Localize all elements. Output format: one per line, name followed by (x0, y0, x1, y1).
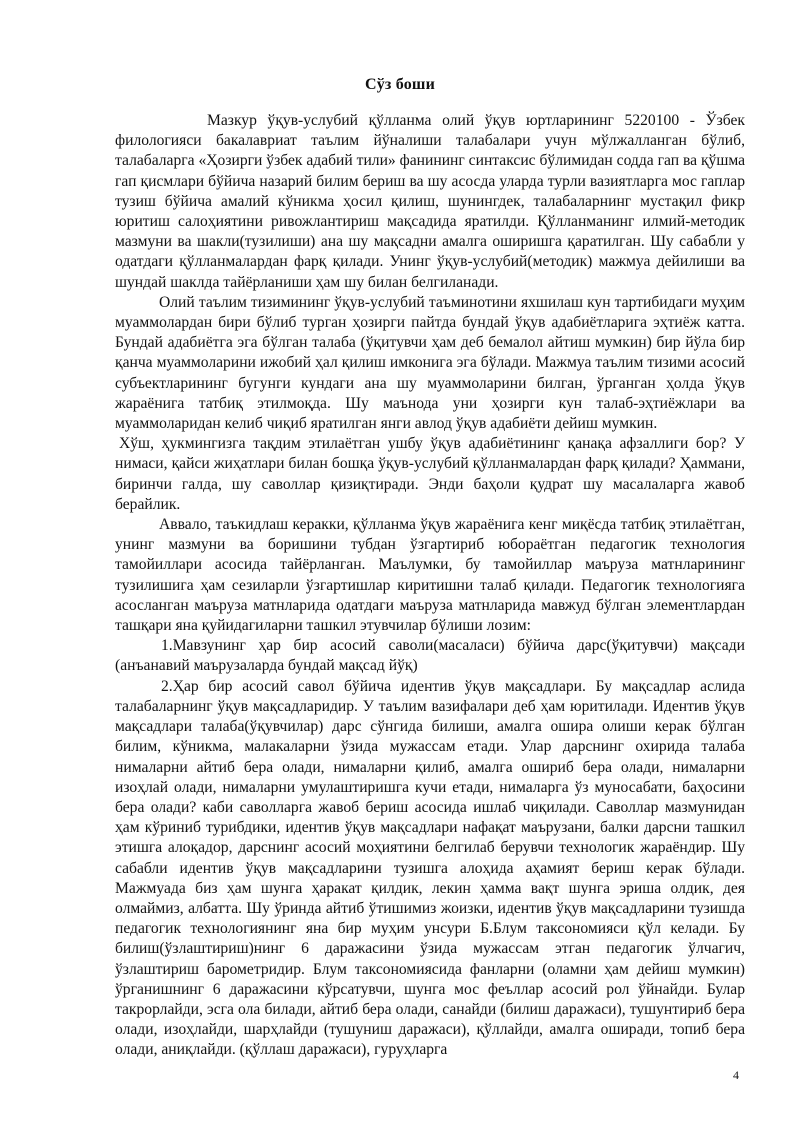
paragraph-question: Хўш, ҳукмингизга тақдим этилаётган ушбу ўқув адабиётининг қанақа афзаллиги бор? У нимаси, қайси жиҳатлари билан бошқа ўқув-услубий қўлланмалардан фарқ қилади? Ҳаммани, биринчи галда, шу саволлар қизиқтиради. Энди баҳоли қудрат шу масалаларга жавоб берайлик. (115, 435, 745, 513)
paragraph-technology: Аввало, таъкидлаш керакки, қўлланма ўқув жараёнига кенг миқёсда татбиқ этилаётган, унинг мазмуни ва боришини тубдан ўзгартириб юбораётган педагогик технология тамойиллари асосида тайёрланган. Маълумки, бу тамойиллар маъруза матнларининг тузилишига ҳам сезиларли ўзгартишлар киритишни талаб қилади. Педагогик технологияга асосланган маъруза матнларида одатдаги маъруза матнларида мавжуд бўлган элементлардан ташқари яна қуйидагиларни ташкил этувчилар бўлиши лозим: (115, 516, 745, 635)
paragraph-intro: Мазкур ўқув-услубий қўлланма олий ўқув юртларининг 5220100 - Ўзбек филологияси бакалавриат таълим йўналиши талабалари учун мўлжалланган бўлиб, талабаларга «Ҳозирги ўзбек адабий тили» фанининг синтаксис бўлимидан содда гап ва қўшма гап қисмлари бўйича назарий билим бериш ва шу асосда уларда турли вазиятларга мос гаплар тузиш бўйича амалий кўникма ҳосил қилиш, шунингдек, талабаларнинг мустақил фикр юритиш салоҳиятини ривожлантириш мақсадида яратилди. Қўлланманинг илмий-методик мазмуни ва шакли(тузилиши) ана шу мақсадни амалга оширишга қаратилган. Шу сабабли у одатдаги қўлланмалардан фарқ қилади. Унинг ўқув-услубий(методик) мажмуа дейилиши ва шундай шаклда тайёрланиши ҳам шу билан белгиланади. (115, 112, 746, 291)
list-item-2: 2.Ҳар бир асосий савол бўйича идентив ўқув мақсадлари. Бу мақсадлар аслида талабаларнинг ўқув мақсадларидир. У таълим вазифалари деб ҳам юритилади. Идентив ўқув мақсадлари талаба(ўқувчилар) дарс сўнгида билиши, амалга ошира олиши керак бўлган билим, кўникма, малакаларни ўзида мужассам етади. Улар дарснинг охирида талаба нималарни айтиб бера олади, нималарни қилиб, амалга ошириб бера олади, нималарни изоҳлай олади, нималарни умулаштиришга кучи етади, нималарга ўз муносабати, баҳосини бера олади? каби саволларга жавоб бериш асосида ишлаб чиқилади. Саволлар мазмунидан ҳам кўриниб турибдики, идентив ўқув мақсадлари нафақат маърузани, балки дарсни ташкил этишга алоқадор, дарснинг асосий моҳиятини белгилаб берувчи технологик жараёндир. Шу сабабли идентив ўқув мақсадларини тузишга алоҳида аҳамият бериш керак бўлади. Мажмуада биз ҳам шунга ҳаракат қилдик, лекин ҳамма вақт шунга эриша олдик, дея олмаймиз, албатта. Шу ўринда айтиб ўтишимиз жоизки, идентив ўқув мақсадларини тузишда педагогик технологиянинг яна бир муҳим унсури Б.Блум таксономияси қўл келади. Бу билиш(ўзлаштириш)нинг 6 даражасини ўзида мужассам этган педагогик ўлчагич, ўзлаштириш барометридир. Блум таксономиясида фанларни (оламни ҳам дейиш мумкин) ўрганишнинг 6 даражасини кўрсатувчи, шунга мос феъллар асосий рол ўйнайди. Булар такрорлайди, эсга ола билади, айтиб бера олади, санайди (билиш даражаси), тушунтириб бера олади, изоҳлайди, шарҳлайди (тушуниш даражаси), қўллайди, амалга оширади, топиб бера олади, аниқлайди. (қўллаш даражаси), гуруҳларга (115, 677, 745, 1059)
page-title: Сўз боши (364, 76, 436, 93)
page-number: 4 (733, 1068, 739, 1082)
document-body (115, 111, 745, 1061)
list-item-1: 1.Мавзунинг ҳар бир асосий саволи(масаласи) бўйича дарс(ўқитувчи) мақсади (анъанавий маърузаларда бундай мақсад йўқ) (115, 637, 745, 675)
paragraph-need: Олий таълим тизимининг ўқув-услубий таъминотини яхшилаш кун тартибидаги муҳим муаммолардан бири бўлиб турган ҳозирги пайтда бундай ўқув адабиётларига эҳтиёж катта. Бундай адабиётга эга бўлган талаба (ўқитувчи ҳам деб бемалол айтиш мумкин) бир йўла бир қанча муаммоларини ижобий ҳал қилиш имконига эга бўлади. Мажмуа таълим тизими асосий субъектларининг бугунги кундаги ана шу муаммоларини билган, ўрганган ҳолда ўқув жараёнига татбиқ этилмоқда. Шу маънода уни ҳозирги кун талаб-эҳтиёжлари ва муаммоларидан келиб чиқиб яратилган янги авлод ўқув адабиёти дейиш мумкин. (115, 293, 745, 433)
